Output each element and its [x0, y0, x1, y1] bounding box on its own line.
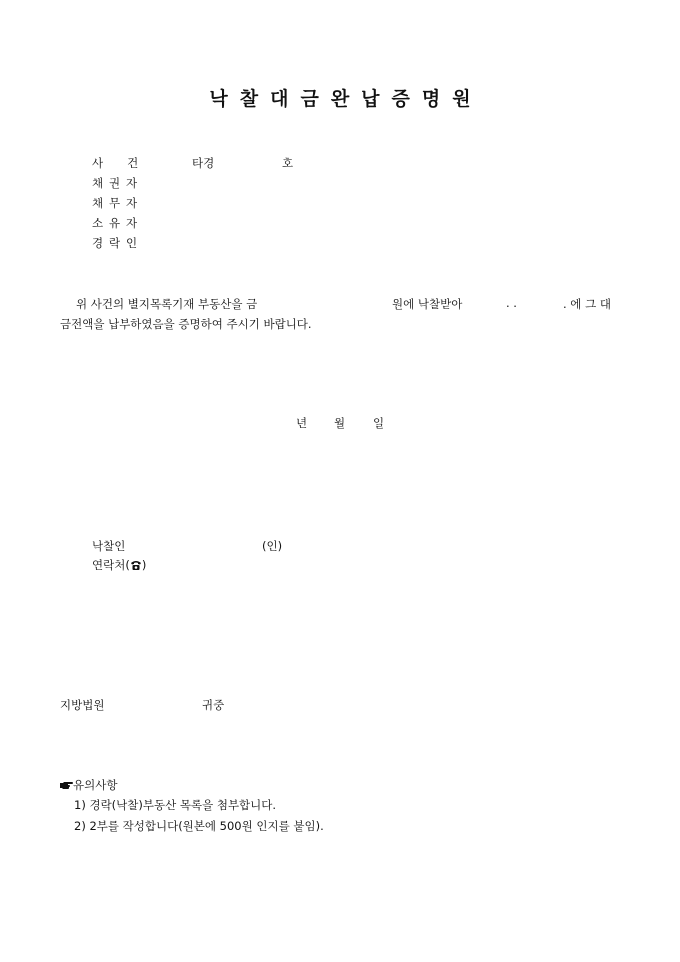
phone-icon: [130, 559, 142, 574]
statement-part2: 원에 낙찰받아: [392, 297, 463, 311]
party-char: 유: [109, 216, 121, 230]
case-label-char: 건: [127, 156, 139, 170]
note-item: 1) 경락(낙찰)부동산 목록을 첨부합니다.: [74, 798, 277, 812]
party-char: 자: [126, 176, 138, 190]
notes-heading-text: 유의사항: [73, 778, 118, 792]
party-char: 무: [109, 196, 121, 210]
case-label: [92, 155, 138, 171]
party-char: 인: [126, 236, 138, 250]
bidder-label: 낙찰인: [92, 539, 126, 553]
party-char: 채: [92, 176, 104, 190]
seal-mark: (인): [262, 539, 283, 553]
party-char: 자: [126, 216, 138, 230]
statement-part1: 위 사건의 별지목록기재 부동산을 금: [76, 297, 258, 311]
party-char: 락: [109, 236, 121, 250]
case-number-suffix: 호: [282, 156, 294, 170]
title-char: 대: [270, 88, 289, 110]
party-creditor: [92, 175, 143, 191]
party-char: 채: [92, 196, 104, 210]
party-char: 자: [126, 196, 138, 210]
statement-part3: . 에 그 대: [563, 297, 611, 311]
pointing-hand-icon: [60, 779, 73, 793]
document-title: [0, 84, 680, 111]
contact-line: [92, 557, 146, 574]
case-type: 타경: [192, 156, 215, 170]
notes-heading: [60, 777, 117, 793]
date-year: 년: [296, 416, 308, 430]
title-char: 낙: [209, 88, 228, 110]
date-month: 월: [334, 416, 346, 430]
statement-date-dots: . .: [506, 296, 517, 310]
date-day: 일: [373, 416, 385, 430]
title-char: 원: [452, 88, 471, 110]
title-char: 증: [391, 88, 410, 110]
party-bidder: [92, 235, 143, 251]
title-char: 찰: [239, 88, 259, 110]
party-char: 경: [92, 236, 104, 250]
title-char: 명: [421, 88, 441, 110]
contact-close: ): [141, 558, 147, 572]
note-item: 2) 2부를 작성합니다(원본에 500원 인지를 붙임).: [74, 819, 324, 833]
party-owner: [92, 215, 143, 231]
court-name: 지방법원: [60, 698, 105, 712]
contact-label: 연락처(: [92, 558, 130, 572]
title-char: 납: [361, 88, 380, 110]
party-debtor: [92, 195, 143, 211]
statement-line2: 금전액을 납부하였음을 증명하여 주시기 바랍니다.: [60, 317, 312, 331]
title-char: 완: [330, 88, 350, 110]
title-char: 금: [300, 88, 319, 110]
party-char: 소: [92, 216, 104, 230]
case-label-char: 사: [92, 156, 104, 170]
court-addressee: 귀중: [202, 698, 225, 712]
party-char: 권: [109, 176, 121, 190]
